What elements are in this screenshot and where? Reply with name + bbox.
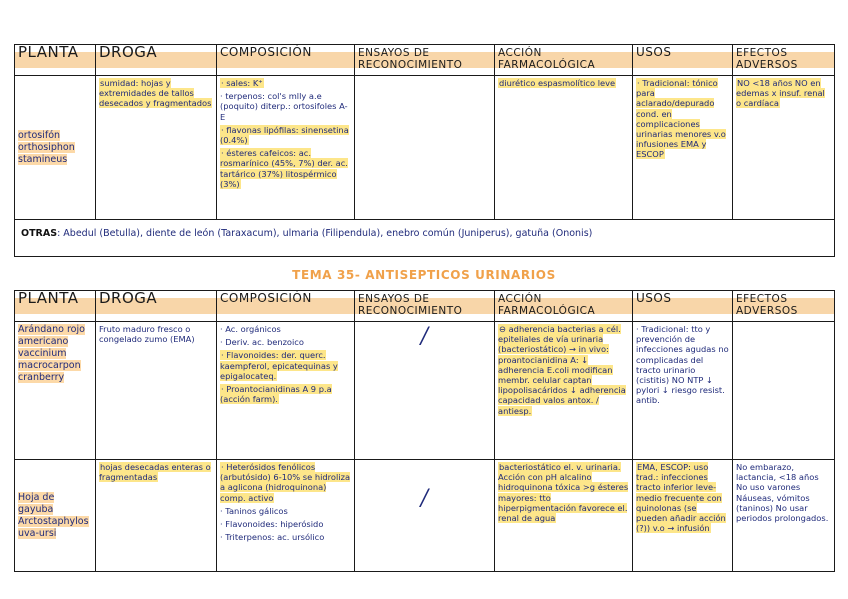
usos-cell: · Tradicional: tto y prevención de infecciones agudas no complicadas del tracto urinario (cistitis) NO NTP ↓ pylori ↓ riesgo resist. antib. (633, 322, 733, 460)
composicion-cell (217, 76, 355, 220)
composicion-cell (217, 460, 355, 572)
header-planta: PLANTA (15, 45, 96, 76)
header-composicion: COMPOSICIÓN (217, 45, 355, 76)
usos-cell: · Tradicional: tónico para aclarado/depurado cond. en complicaciones urinarias menores v.o infusiones EMA y ESCOP (633, 76, 733, 220)
otras-cell: OTRAS: Abedul (Betulla), diente de león (Taraxacum), ulmaria (Filipendula), enebro común (Juniperus), gatuña (Ononis) (15, 220, 835, 257)
composicion-cell (217, 322, 355, 460)
list-item: · ésteres cafeicos: ac. rosmarínico (45%, 7%) der. ac. tartárico (37%) litospérmico (3%) (220, 148, 348, 189)
ensayos-cell: / (355, 460, 495, 572)
efectos-cell (733, 322, 835, 460)
list-item: · Heterósidos fenólicos (arbutósido) 6-10% se hidroliza a aglicona (hidroquinona) comp. activo (220, 462, 351, 503)
accion-cell: bacteriostático el. v. urinaria. Acción con pH alcalino hidroquinona tóxica >g ésteres mayores: tto hiperpigmentación favorece el. renal de agua (495, 460, 633, 572)
list-item: · Flavonoides: hiperósido (220, 519, 324, 530)
header-usos: USOS (633, 45, 733, 76)
accion-cell: diurético espasmolítico leve (495, 76, 633, 220)
list-item: · Triterpenos: ac. ursólico (220, 532, 325, 543)
usos-cell: EMA, ESCOP: uso trad.: infecciones tracto inferior leve-medio frecuente con quinolonas (se pueden añadir acción (?)) v.o → infusión (633, 460, 733, 572)
droga-cell: hojas desecadas enteras o fragmentadas (96, 460, 217, 572)
list-item: · flavonas lipófilas: sinensetina (0.4%) (220, 124, 349, 146)
otras-row (15, 220, 835, 257)
accion-cell: ⊖ adherencia bacterias a cél. epiteliales de vía urinaria (bacteriostático) → in vivo: proantocianidina A: ↓ adherencia E.coli modifican membr. celular captan lipopolisacáridos ↓ adherencia capacidad valos antox. / antiesp. (495, 322, 633, 460)
header-usos: USOS (633, 291, 733, 322)
header-ensayos: ENSAYOS DE RECONOCIMIENTO (355, 45, 495, 76)
header-composicion: COMPOSICIÓN (217, 291, 355, 322)
table-diureticos (14, 44, 835, 257)
droga-cell: sumidad: hojas y extremidades de tallos desecados y fragmentados (96, 76, 217, 220)
planta-cell: Arándano rojo americano vaccinium macrocarpon cranberry (15, 322, 96, 460)
list-item: · Flavonoides: der. querc. kaempferol, epicatequinas y epigalocateq. (220, 350, 338, 381)
header-droga: DROGA (96, 45, 217, 76)
header-row (15, 291, 835, 322)
planta-cell: ortosifón orthosiphon stamineus (15, 76, 96, 220)
efectos-cell: NO <18 años NO en edemas x insuf. renal o cardíaca (733, 76, 835, 220)
list-item: · Ac. orgánicos (220, 324, 281, 334)
header-row (15, 45, 835, 76)
table-antisepticos (14, 290, 835, 572)
header-droga: DROGA (96, 291, 217, 322)
list-item: · Proantocianidinas A 9 p.a (acción farm). (220, 384, 332, 405)
table-row (15, 322, 835, 460)
list-item: · Deriv. ac. benzoico (220, 337, 304, 348)
efectos-cell: No embarazo, lactancia, <18 años No uso varones Náuseas, vómitos (taninos) No usar periodos prolongados. (733, 460, 835, 572)
header-efectos: EFECTOS ADVERSOS (733, 291, 835, 322)
planta-cell: Hoja de gayuba Arctostaphylos uva-ursi (15, 460, 96, 572)
ensayos-cell (355, 76, 495, 220)
list-item: · Taninos gálicos (220, 505, 288, 516)
header-accion: ACCIÓN FARMACOLÓGICA (495, 291, 633, 322)
droga-cell: Fruto maduro fresco o congelado zumo (EMA) (96, 322, 217, 460)
list-item: · terpenos: col's mlly a.e (poquito) diterp.: ortosifoles A-E (220, 91, 348, 122)
header-planta: PLANTA (15, 291, 96, 322)
header-efectos: EFECTOS ADVERSOS (733, 45, 835, 76)
table-row (15, 460, 835, 572)
header-accion: ACCIÓN FARMACOLÓGICA (495, 45, 633, 76)
ensayos-cell: / (355, 322, 495, 460)
table-row (15, 76, 835, 220)
list-item: · sales: K⁺ (221, 78, 263, 88)
section-title: TEMA 35- ANTISEPTICOS URINARIOS (292, 268, 556, 282)
header-ensayos: ENSAYOS DE RECONOCIMIENTO (355, 291, 495, 322)
notes-sheet (14, 44, 834, 543)
